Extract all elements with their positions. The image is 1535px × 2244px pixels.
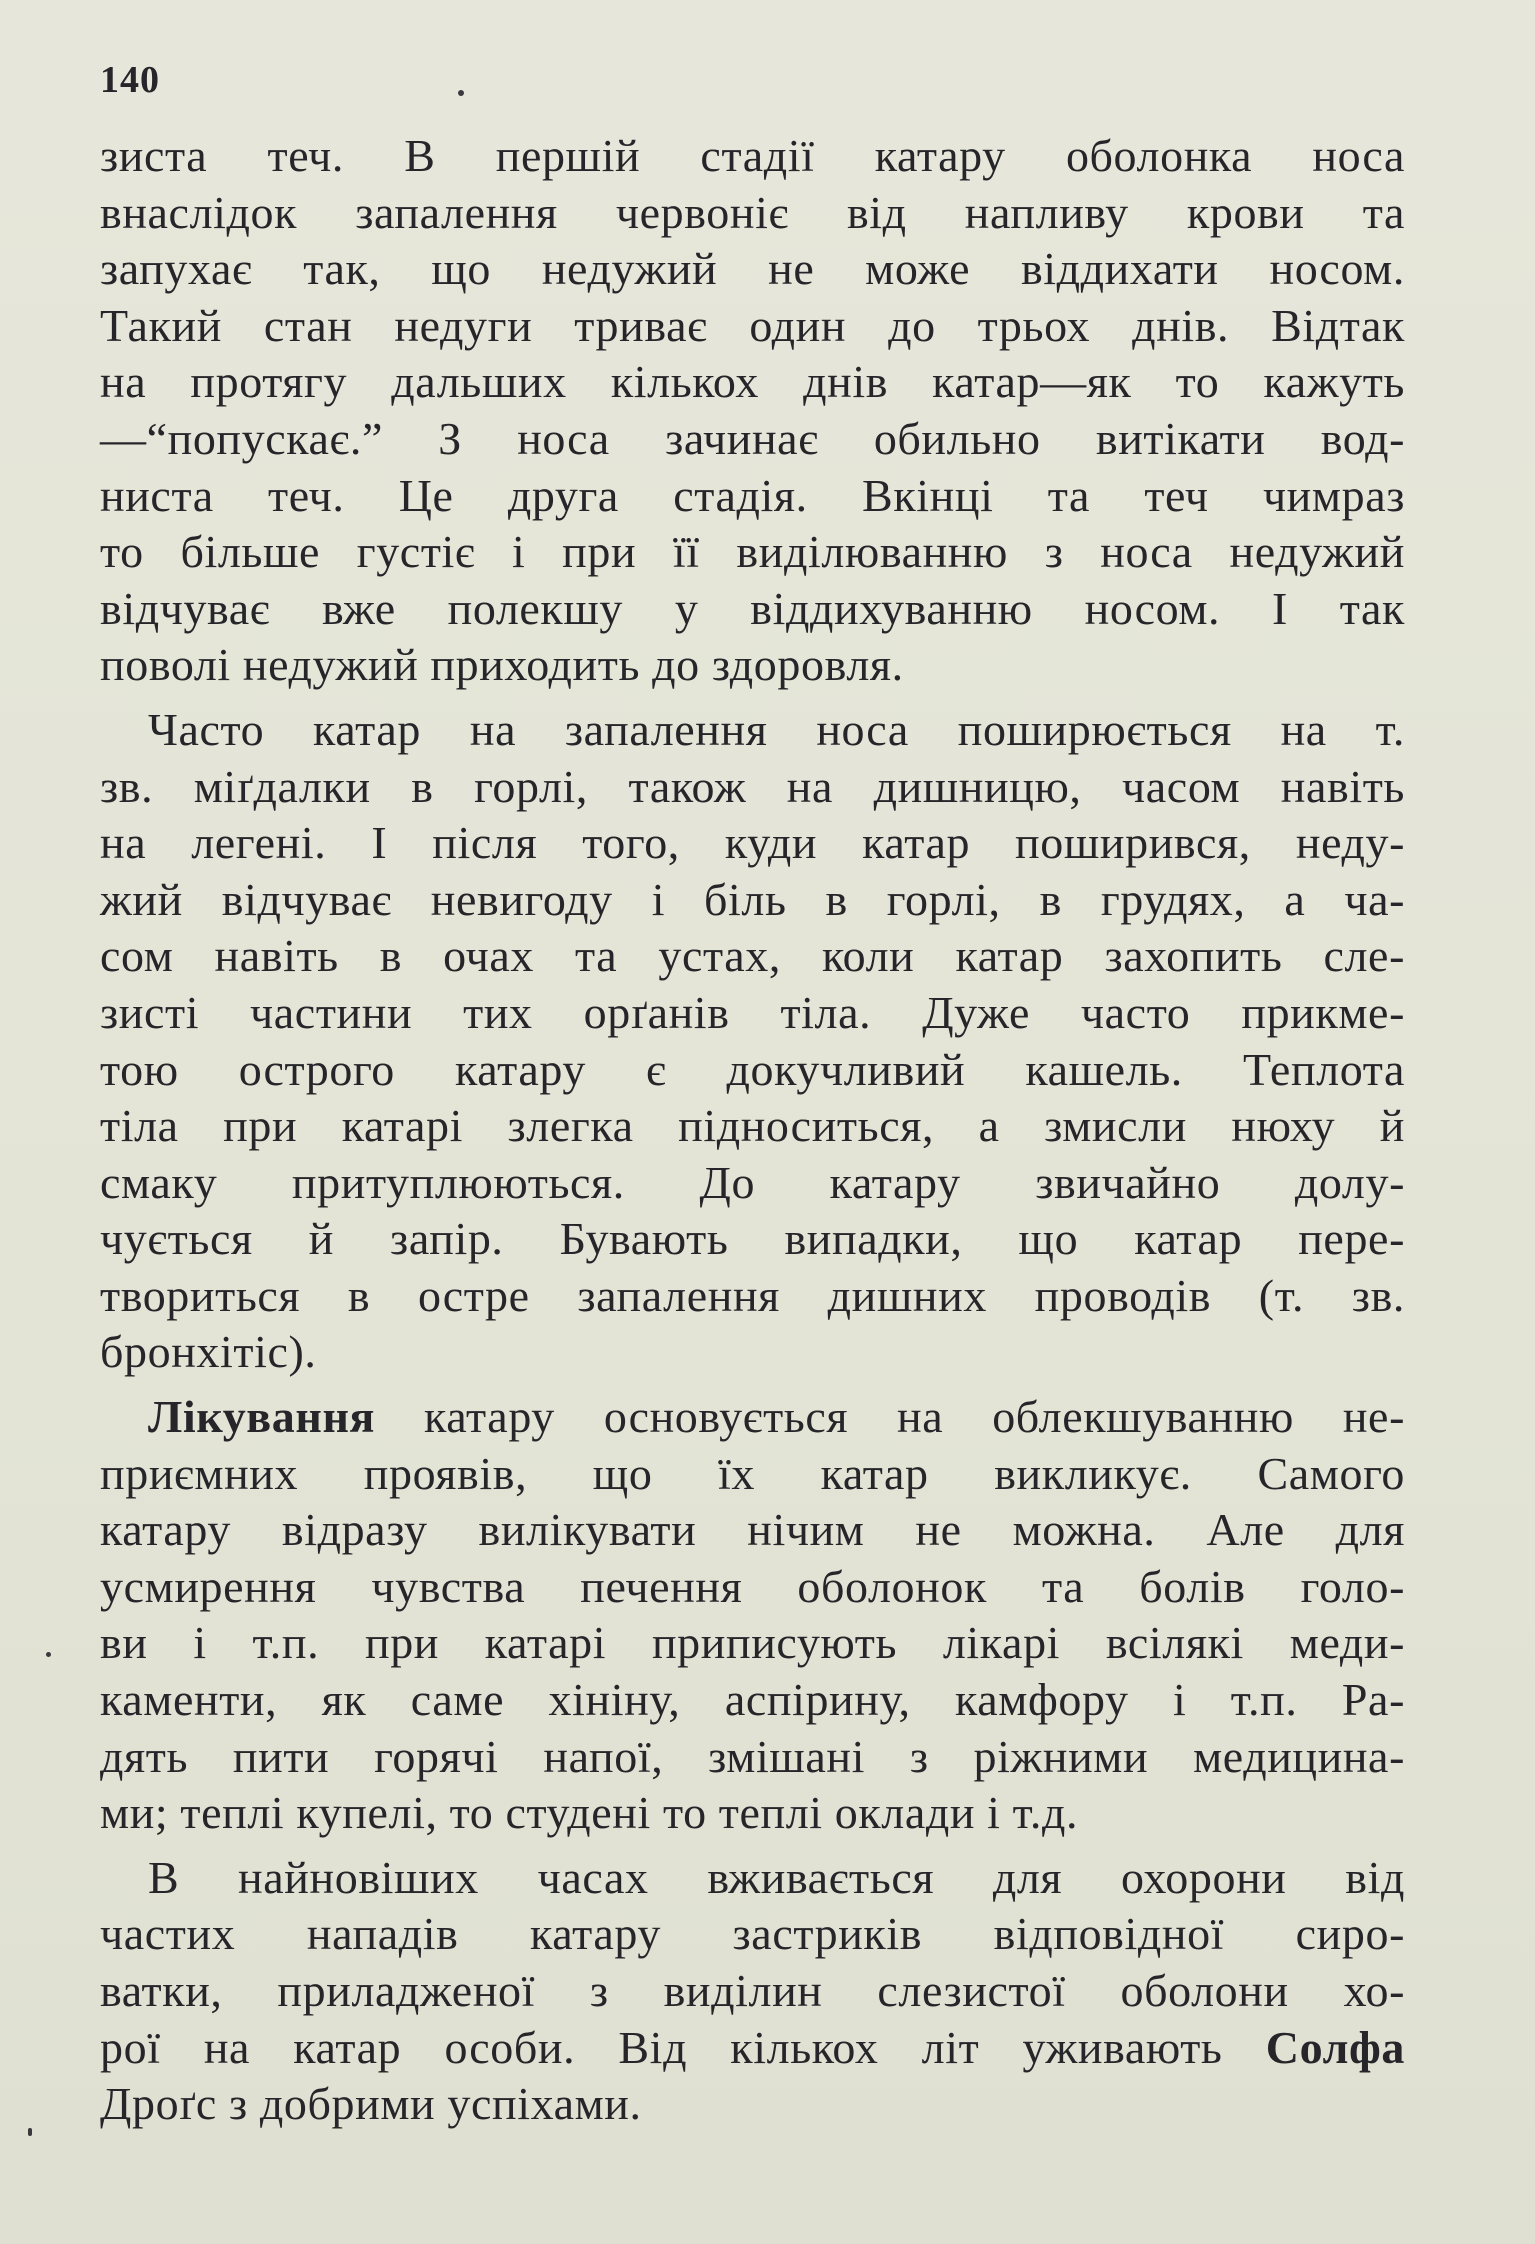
text-line: тіла при катарі злегка підноситься, а змисли нюху й bbox=[100, 1100, 1405, 1152]
text-line: сом навіть в очах та устах, коли катар захопить сле- bbox=[100, 930, 1405, 982]
text-line: на протягу дальших кількох днів катар—як то кажуть bbox=[100, 356, 1405, 408]
paragraph-4 bbox=[100, 1850, 1405, 2133]
text-line: В найновіших часах вживається для охорони від bbox=[148, 1851, 1405, 1903]
page-number: 140 bbox=[100, 59, 160, 101]
text-line: поволі недужий приходить до здоровля. bbox=[100, 639, 904, 691]
text-line: тою острого катару є докучливий кашель. Теплота bbox=[100, 1043, 1405, 1095]
text-line: внаслідок запалення червоніє від напливу крови та bbox=[100, 186, 1405, 238]
bold-heading-word: Лікування bbox=[148, 1391, 376, 1443]
text-line: Часто катар на запалення носа поширюється на т. bbox=[148, 703, 1405, 755]
text-line: зв. міґдалки в горлі, також на дишницю, часом навіть bbox=[100, 760, 1405, 812]
text-line: ви і т.п. при катарі приписують лікарі всілякі меди- bbox=[100, 1617, 1405, 1669]
text-line: на легені. І після того, куди катар поширився, неду- bbox=[100, 817, 1405, 869]
text-line: відчуває вже полекшу у віддихуванню носом. І так bbox=[100, 582, 1405, 634]
paragraph-2 bbox=[100, 702, 1405, 1381]
text-line bbox=[100, 2020, 1405, 2077]
print-speck bbox=[458, 90, 464, 96]
text-span: катару основується на облекшуванню не- bbox=[375, 1391, 1405, 1443]
print-speck bbox=[46, 1652, 51, 1657]
text-line: смаку притуплюються. До катару звичайно долу- bbox=[100, 1156, 1405, 1208]
text-line: ниста теч. Це друга стадія. Вкінці та теч чимраз bbox=[100, 469, 1405, 521]
text-line: запухає так, що недужий не може віддихати носом. bbox=[100, 243, 1405, 295]
text-line: твориться в остре запалення дишних проводів (т. зв. bbox=[100, 1269, 1405, 1321]
text-line: бронхітіс). bbox=[100, 1326, 317, 1378]
paragraph-3 bbox=[100, 1389, 1405, 1842]
text-line: катару відразу вилікувати нічим не можна. Але для bbox=[100, 1504, 1405, 1556]
text-line: чується й запір. Бувають випадки, що катар пере- bbox=[100, 1213, 1405, 1265]
text-line bbox=[100, 1389, 1405, 1446]
text-line: Такий стан недуги триває один до трьох днів. Відтак bbox=[100, 299, 1405, 351]
text-line: то більше густіє і при її виділюванню з носа недужий bbox=[100, 526, 1405, 578]
text-line: ми; теплі купелі, то студені то теплі оклади і т.д. bbox=[100, 1787, 1079, 1839]
body-text bbox=[100, 128, 1405, 2133]
text-line: ватки, приладженої з виділин слезистої оболони хо- bbox=[100, 1965, 1405, 2016]
text-line: каменти, як саме хініну, аспірину, камфору і т.п. Ра- bbox=[100, 1674, 1405, 1726]
bold-product-name: Солфа bbox=[1265, 2021, 1405, 2073]
text-line: приємних проявів, що їх катар викликує. Самого bbox=[100, 1447, 1405, 1499]
text-line: зиста теч. В першій стадії катару оболонка носа bbox=[100, 130, 1405, 181]
paragraph-1 bbox=[100, 128, 1405, 694]
text-line: дять пити горячі напої, змішані з ріжними медицина- bbox=[100, 1730, 1405, 1782]
text-line: жий відчуває невигоду і біль в горлі, в грудях, а ча- bbox=[100, 873, 1405, 925]
text-span: рої на катар особи. Від кількох літ уживають bbox=[100, 2021, 1266, 2073]
print-speck bbox=[28, 2128, 32, 2136]
text-line: зисті частини тих орґанів тіла. Дуже часто прикме- bbox=[100, 986, 1405, 1038]
text-line: частих нападів катару застриків відповідної сиро- bbox=[100, 1908, 1405, 1960]
text-line: Дроґс з добрими успіхами. bbox=[100, 2078, 642, 2130]
text-line: —“попускає.” З носа зачинає обильно витікати вод- bbox=[100, 412, 1405, 464]
text-line: усмирення чувства печення оболонок та болів голо- bbox=[100, 1560, 1405, 1612]
